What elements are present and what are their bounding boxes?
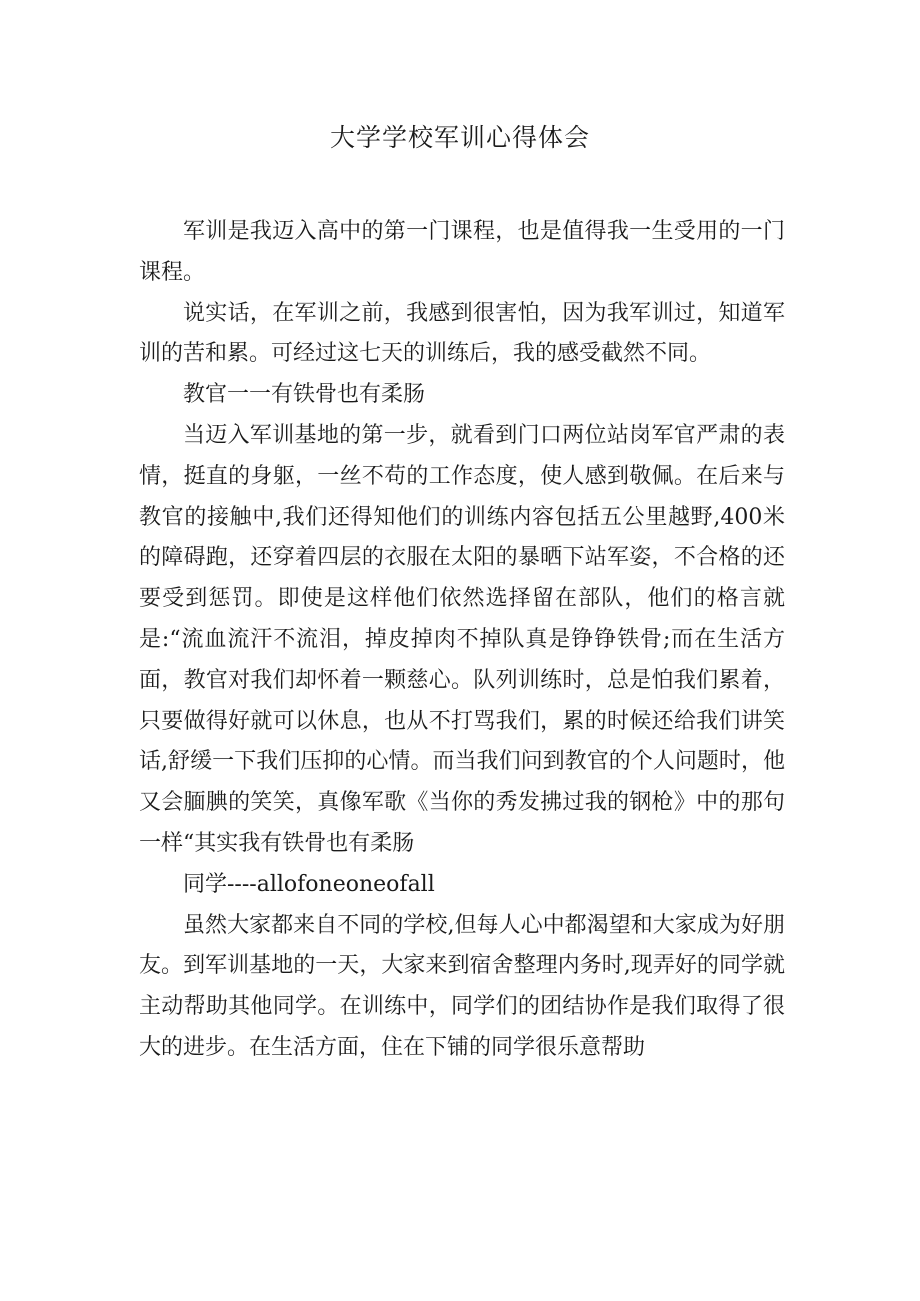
document-title: 大学学校军训心得体会 [329, 123, 590, 152]
paragraph-intro: 军训是我迈入高中的第一门课程，也是值得我一生受用的一门课程。 [139, 219, 785, 285]
paragraph-instructor: 当迈入军训基地的第一步，就看到门口两位站岗军官严肃的表情，挺直的身躯，一丝不苟的工作态度，使人感到敬佩。在后来与教官的接触中,我们还得知他们的训练内容包括五公里越野,400米的障碍跑，还穿着四层的衣服在太阳的暴晒下站军姿，不合格的还要受到惩罚。即使是这样他们依然选择留在部队，他们的格言就是:“流血流汗不流泪，掉皮掉肉不掉队真是铮铮铁骨;而在生活方面，教官对我们却怀着一颗慈心。队列训练时，总是怕我们累着，只要做得好就可以休息，也从不打骂我们，累的时候还给我们讲笑话,舒缓一下我们压抑的心情。而当我们问到教官的个人问题时，他又会腼腆的笑笑，真像军歌《当你的秀发拂过我的钢枪》中的那句一样“其实我有铁骨也有柔肠 [139, 422, 785, 856]
section-heading-classmates: 同学----allofoneoneofall [183, 871, 435, 897]
document-body [139, 212, 785, 1069]
paragraph-classmates: 虽然大家都来自不同的学校,但每人心中都渴望和大家成为好朋友。到军训基地的一天，大家来到宿舍整理内务时,现弄好的同学就主动帮助其他同学。在训练中，同学们的团结协作是我们取得了很大的进步。在生活方面，住在下铺的同学很乐意帮助 [139, 912, 785, 1060]
paragraph-before-training: 说实话，在军训之前，我感到很害怕，因为我军训过，知道军训的苦和累。可经过这七天的训练后，我的感受截然不同。 [139, 300, 785, 367]
section-heading-instructor: 教官一一有铁骨也有柔肠 [183, 382, 426, 408]
